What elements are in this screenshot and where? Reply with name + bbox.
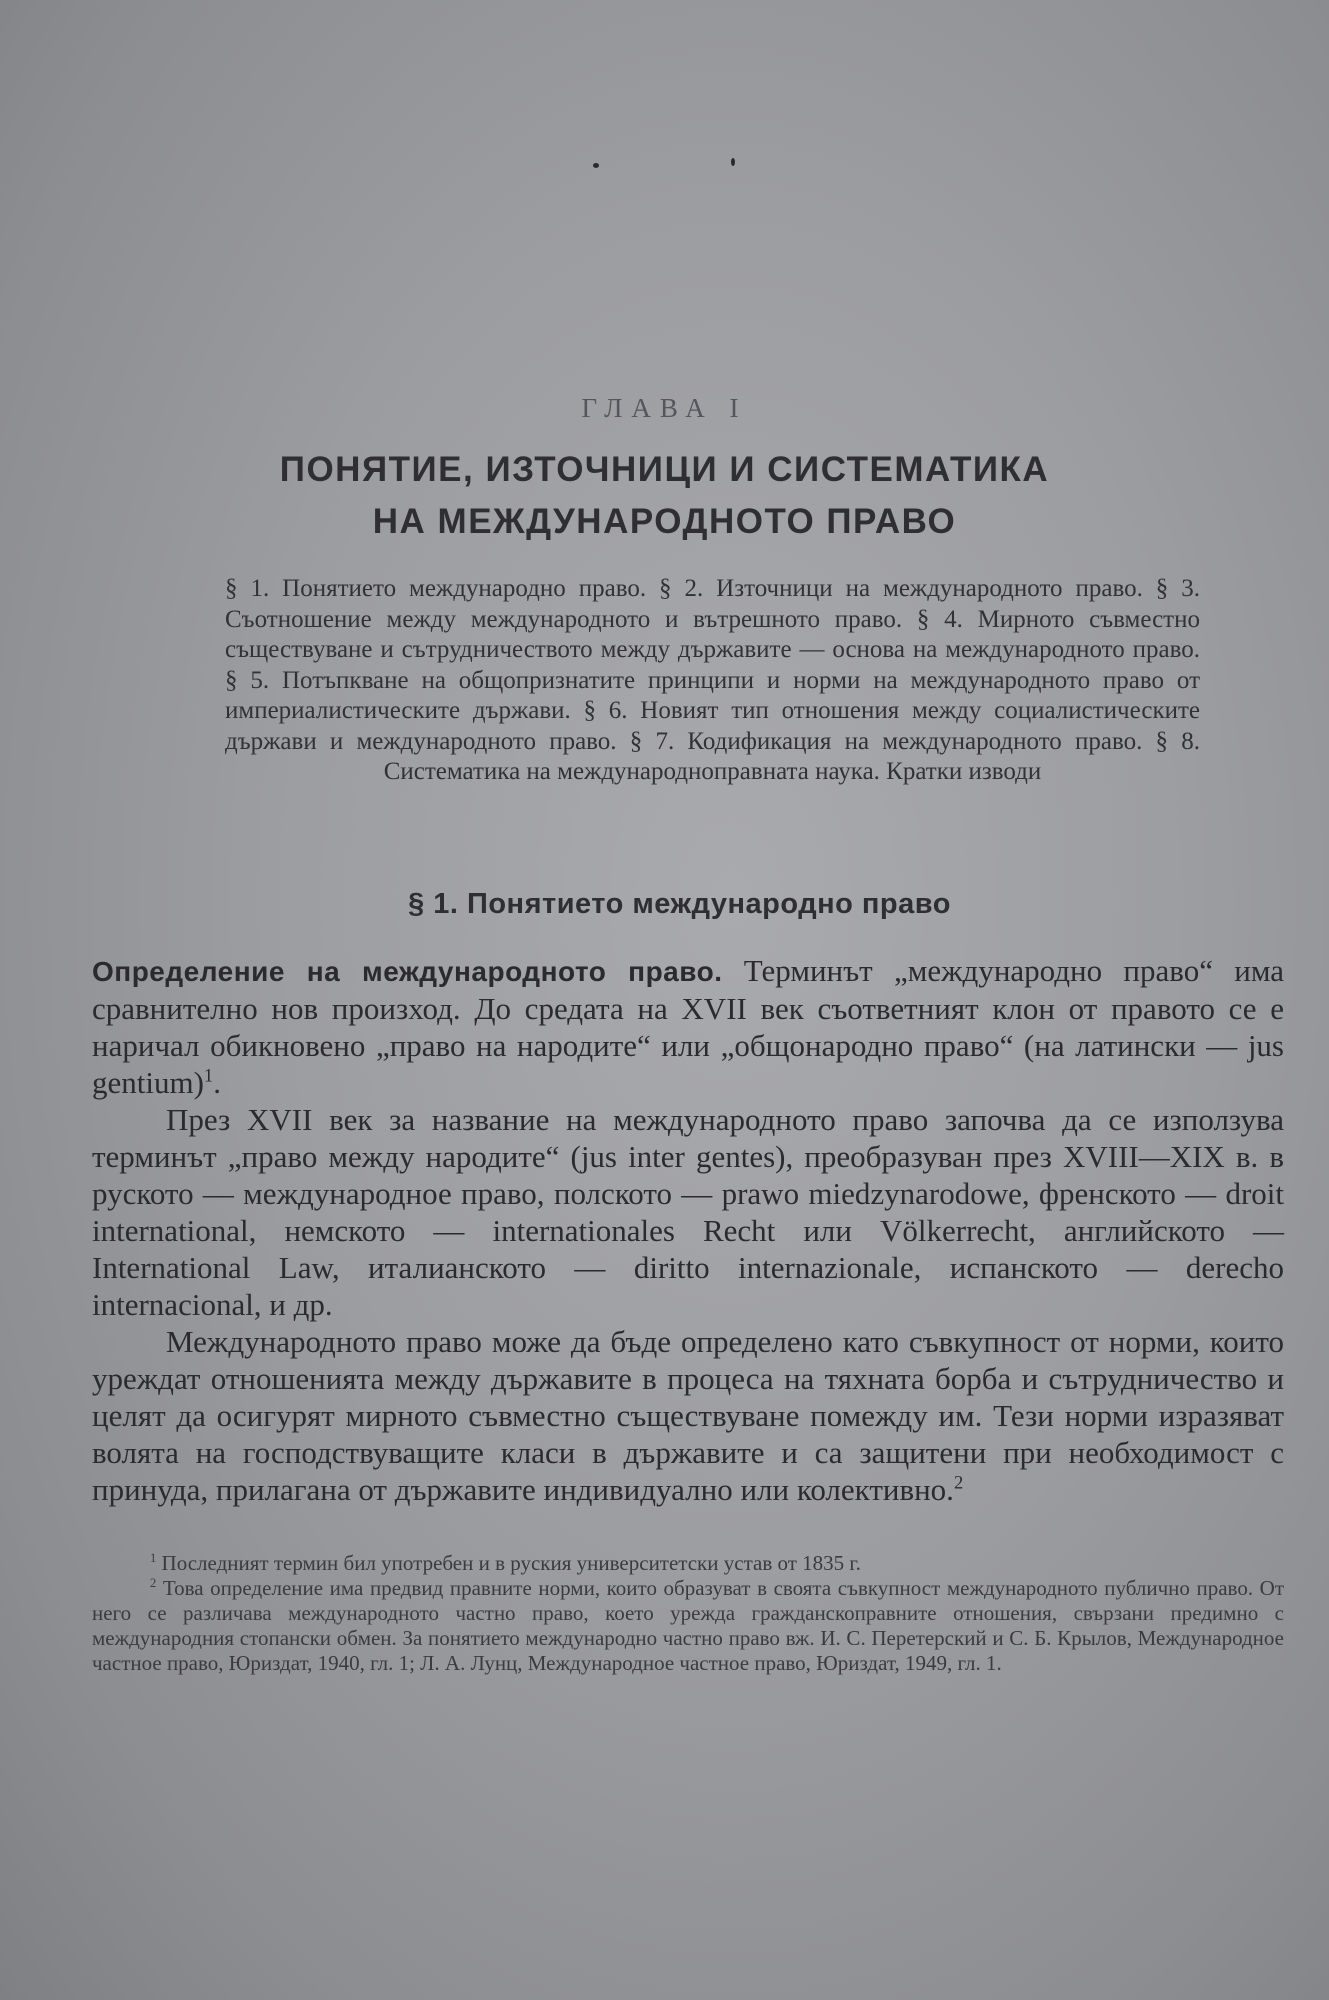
footnote-1-text: Последният термин бил употребен и в руския университетски устав от 1835 г. (161, 1551, 861, 1575)
footnote-mark-2: 2 (150, 1576, 157, 1590)
footnote-ref-2: 2 (953, 1472, 964, 1494)
footnote-1 (92, 1551, 1284, 1576)
section-title: § 1. Понятието международно право (408, 888, 951, 920)
paragraph-3 (92, 1323, 1284, 1508)
paragraph-3-text: Международното право може да бъде определено като съвкупност от норми, които уреждат отношенията между държавите в процеса на тяхната борба и сътрудничество и целят да осигурят мирното съвместно съществуване помежду им. Тези норми изразяват волята на господствуващите класи в държавите и са защитени при необходимост с принуда, прилагана от държавите индивидуално или колективно. (92, 1324, 1284, 1507)
footnotes (92, 1551, 1284, 1676)
paragraph-1: Определение на международното право. Терминът „международно право“ има сравнително нов произход. До средата на XVII век съответният клон от правото се е наричал обикновено „право на народите“ или „общонародно право“ (на латински — jus gentium)$^1$. (92, 953, 1285, 1100)
paragraph-1-text: Терминът „международно право“ има сравнително нов произход. До средата на XVII век съответният клон от правото се е наричал обикновено „право на народите“ или „общонародно право“ (на латински — jus gentium) (92, 953, 1285, 1100)
footnote-mark-1: 1 (150, 1551, 157, 1565)
chapter-label: ГЛАВА I (581, 393, 748, 423)
ink-speck (731, 158, 735, 166)
chapter-title-line-1: ПОНЯТИЕ, ИЗТОЧНИЦИ И СИСТЕМАТИКА (279, 450, 1050, 489)
footnote-ref-1: 1 (203, 1065, 214, 1087)
ink-speck (593, 163, 599, 168)
chapter-contents-summary: § 1. Понятието международно право. § 2. Източници на международното право. § 3. Съотношение между международното и вътрешното право. § 4. Мирното съвместно съществуване и сътрудничеството между държавите — основа на международното право. § 5. Потъпкване на общопризнатите принципи и норми на международното право от империалистическите държави. § 6. Новият тип отношения между социалистическите държави и международното право. § 7. Кодификация на международното право. § 8. Систематика на международноправната наука. Кратки изводи (225, 575, 1200, 785)
body-text (92, 952, 1284, 1508)
chapter-title (0, 444, 1329, 548)
paragraph-2: През XVII век за название на международното право започва да се използува терминът „право между народите“ (jus inter gentes), преобразуван през XVIII—XIX в. в руското — международное право, полското — prawo miedzynarodowe, френското — droit international, немското — internationales Recht или Völkerrecht, английското — International Law, италианското — diritto internazionale, испанското — derecho internacional, и др. (92, 1102, 1284, 1322)
footnote-2-text: Това определение има предвид правните норми, които образуват в своята съвкупност международното публично право. От него се различава международното частно право, което урежда гражданскоправните отношения, свързани предимно с международния стопански обмен. За понятието международно частно право вж. И. С. Перетерский и С. Б. Крылов, Международное частное право, Юриздат, 1940, гл. 1; Л. А. Лунц, Международное частное право, Юриздат, 1949, гл. 1. (92, 1576, 1284, 1675)
paragraph-lead: Определение на международното право. (92, 956, 723, 987)
chapter-title-line-2: НА МЕЖДУНАРОДНОТО ПРАВО (372, 502, 957, 541)
footnote-2 (92, 1576, 1284, 1676)
